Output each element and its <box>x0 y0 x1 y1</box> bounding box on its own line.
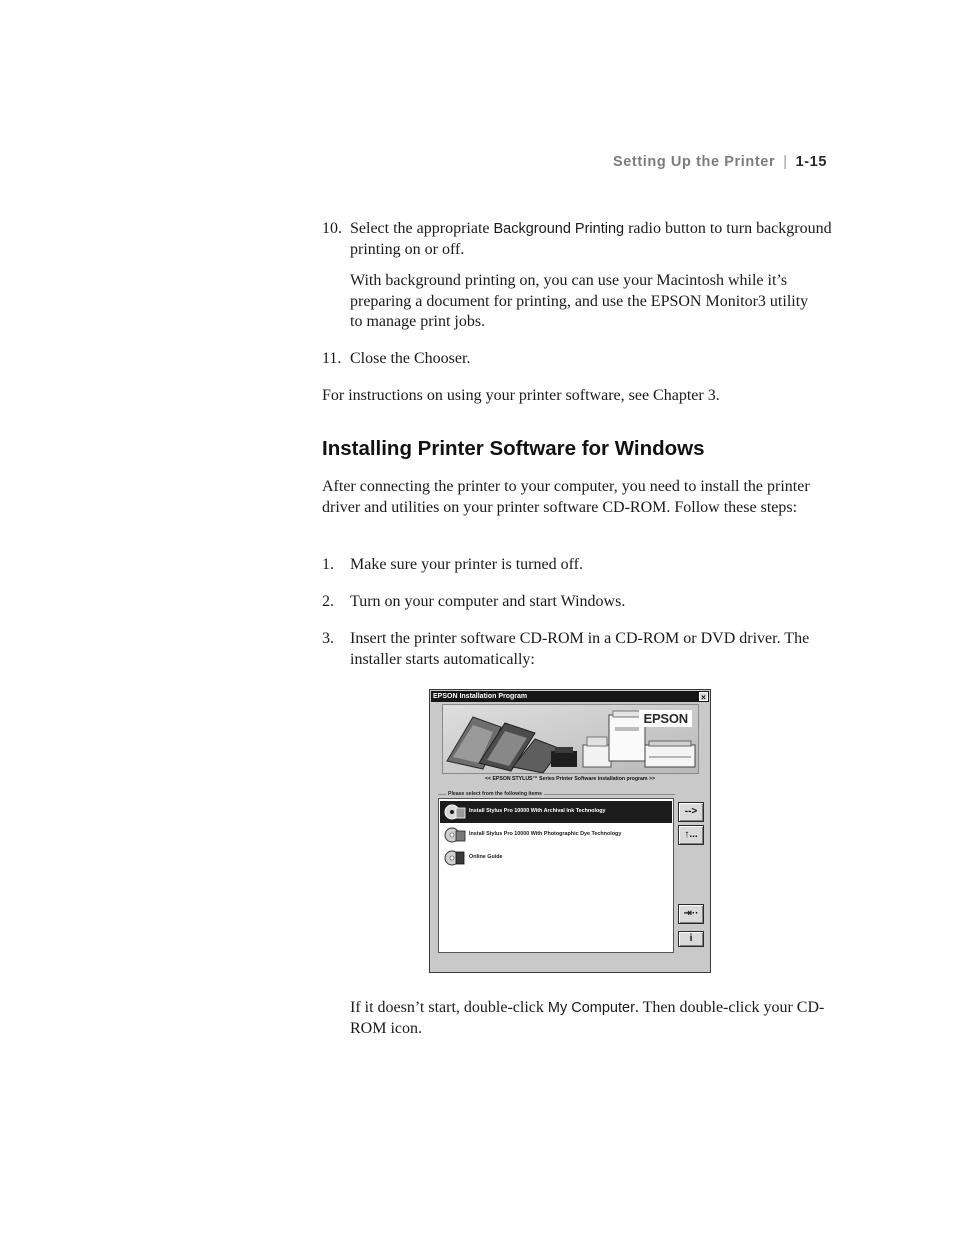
list-item-label: Online Guide <box>469 854 503 860</box>
section-heading: Installing Printer Software for Windows <box>322 437 705 460</box>
list-item-photographic-dye[interactable] <box>440 824 672 846</box>
list-item-archival-ink[interactable] <box>440 801 672 823</box>
exit-button[interactable]: ⇥·· <box>678 904 704 924</box>
step-text: Close the Chooser. <box>350 350 471 367</box>
step-text-pre: Select the appropriate <box>350 220 494 237</box>
next-button[interactable]: --> <box>678 802 704 822</box>
intro-paragraph: After connecting the printer to your computer, you need to install the printer driver and utilities on your printer software CD-ROM. Follow these steps: <box>322 478 810 516</box>
fallback-post: . Then double-click your CD-ROM icon. <box>350 999 825 1037</box>
list-item-online-guide[interactable] <box>440 847 672 869</box>
dialog-title: EPSON Installation Program <box>433 693 528 700</box>
fallback-pre: If it doesn’t start, double-click <box>350 999 548 1016</box>
list-item-label: Install Stylus Pro 10000 With Archival Ink Technology <box>469 808 606 814</box>
fallback-instruction <box>350 998 828 1039</box>
install-cd-icon <box>444 826 466 844</box>
step-2 <box>322 592 832 613</box>
step-number: 3. <box>322 630 334 647</box>
install-cd-icon <box>444 803 466 821</box>
installer-subtitle: << EPSON STYLUS™ Series Printer Software installation program >> <box>484 776 656 782</box>
install-options-list[interactable] <box>438 798 674 953</box>
close-button[interactable]: × <box>699 692 708 701</box>
info-button[interactable]: i <box>678 931 704 947</box>
ui-term-background-printing: Background Printing <box>493 221 625 237</box>
brand-logo: EPSON <box>639 710 692 727</box>
product-banner <box>442 704 699 774</box>
step-text: Make sure your printer is turned off. <box>350 556 583 573</box>
step-text: Insert the printer software CD-ROM in a CD-ROM or DVD driver. The installer starts automatically: <box>350 630 810 668</box>
installer-dialog <box>429 689 711 973</box>
step-number: 2. <box>322 593 334 610</box>
list-item-label: Install Stylus Pro 10000 With Photographic Dye Technology <box>469 831 622 837</box>
step-number: 11. <box>322 350 342 367</box>
step-number: 10. <box>322 220 342 237</box>
ui-term-my-computer: My Computer <box>547 1000 635 1016</box>
online-guide-icon <box>444 849 466 867</box>
step-text: Turn on your computer and start Windows. <box>350 593 626 610</box>
page-header <box>560 154 827 170</box>
dialog-title-bar <box>431 691 709 702</box>
step-1 <box>322 555 832 576</box>
group-label: Please select from the following items <box>448 791 542 797</box>
back-button[interactable]: ↑... <box>678 825 704 845</box>
step-text-post: radio button to turn background printing on or off. <box>350 220 832 258</box>
step-number: 1. <box>322 556 334 573</box>
page-number: 1-15 <box>795 154 827 170</box>
step-text <box>350 219 832 260</box>
step-10 <box>322 219 832 260</box>
instructions-paragraph: For instructions on using your printer software, see Chapter 3. <box>322 387 720 404</box>
step-10-note: With background printing on, you can use your Macintosh while it’s preparing a document for printing, and use the EPSON Monitor3 utility to manage print jobs. <box>350 272 809 330</box>
step-11 <box>322 349 832 370</box>
header-separator: | <box>783 154 788 170</box>
step-3 <box>322 629 832 670</box>
section-title: Setting Up the Printer <box>612 154 776 170</box>
